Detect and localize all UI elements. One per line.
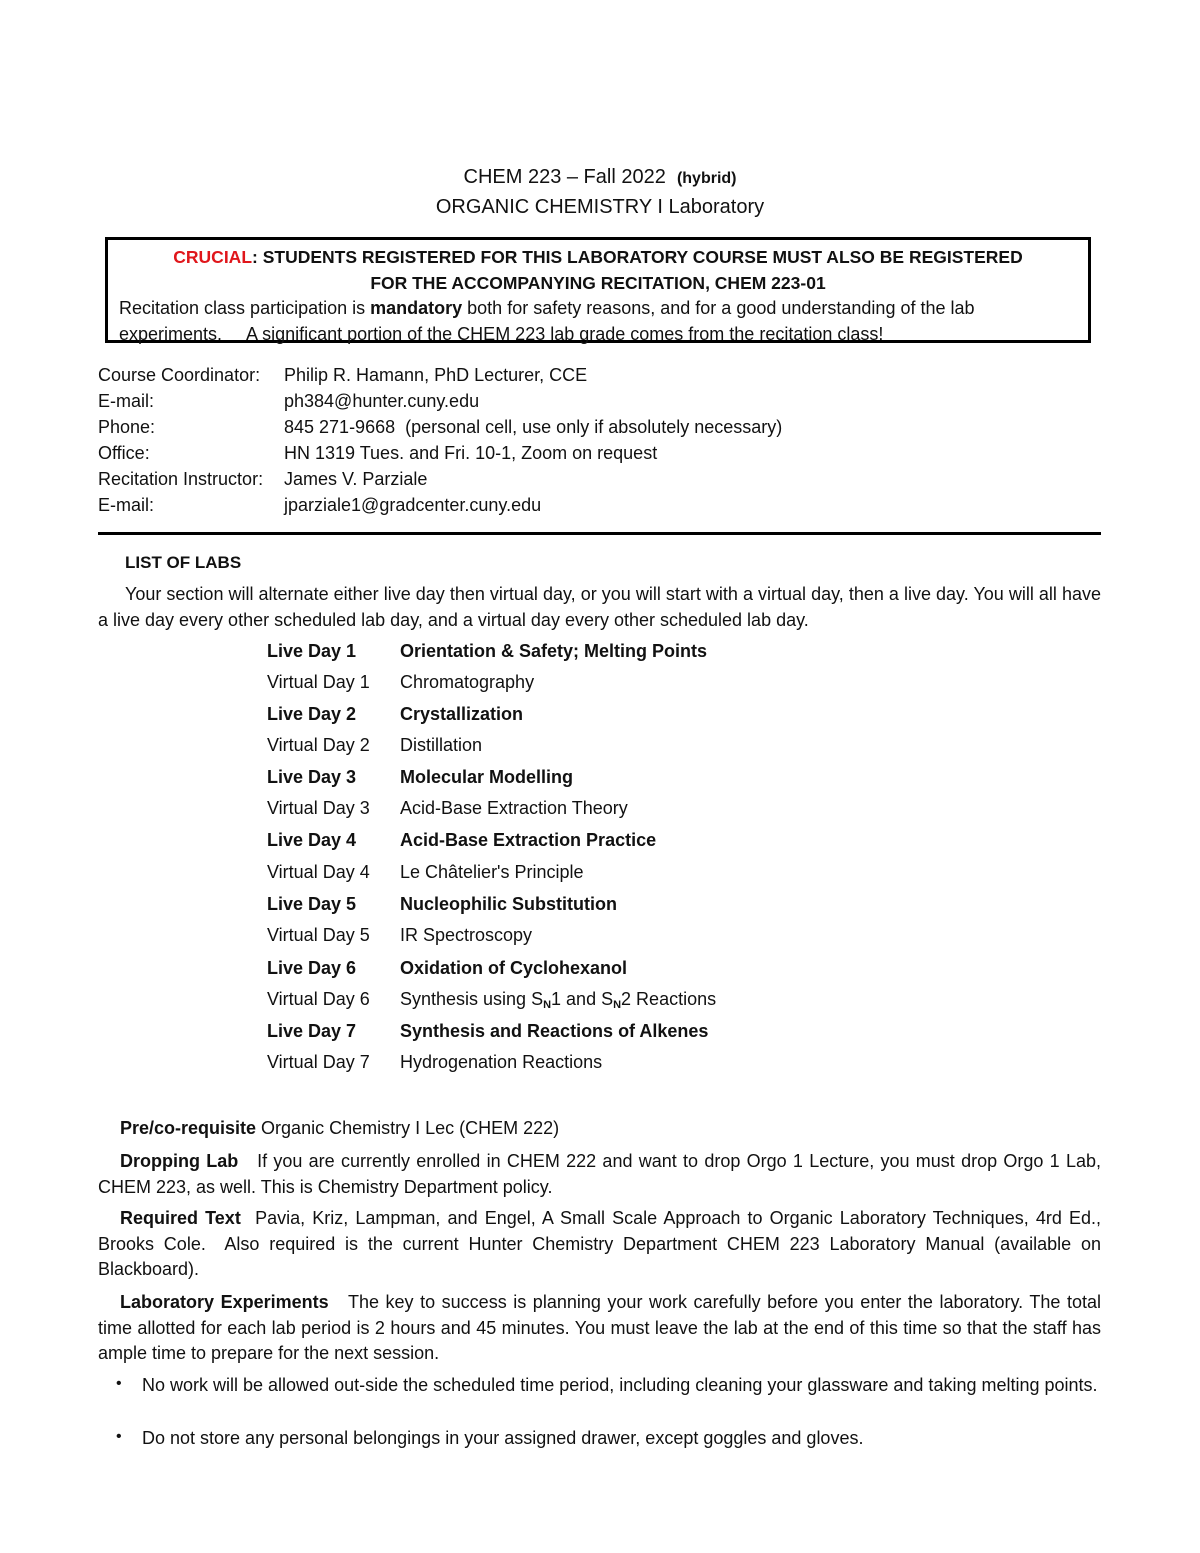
experiments-paragraph: Laboratory Experiments The key to success is planning your work carefully before you enter the laboratory. The total time allotted for each lab period is 2 hours and 45 minutes. You must leave the lab at the end of this time so that the staff has ample time to prepare for the next session. xyxy=(98,1292,1107,1363)
labs-heading: LIST OF LABS xyxy=(125,553,242,572)
crucial-label: CRUCIAL xyxy=(173,247,253,267)
bullet-item: No work will be allowed out-side the scheduled time period, including cleaning your glassware and taking melting points. xyxy=(142,1375,1098,1395)
notice-line-1: CRUCIAL: STUDENTS REGISTERED FOR THIS LABORATORY COURSE MUST ALSO BE REGISTERED xyxy=(173,247,1023,267)
course-name: ORGANIC CHEMISTRY I Laboratory xyxy=(435,196,765,218)
section-divider xyxy=(98,532,1101,535)
bullet-item: Do not store any personal belongings in your assigned drawer, except goggles and gloves. xyxy=(142,1428,864,1448)
bullet-icon: • xyxy=(116,1375,122,1392)
dropping-paragraph: Dropping Lab If you are currently enrolled in CHEM 222 and want to drop Orgo 1 Lecture, you must drop Orgo 1 Lab, CHEM 223, as well. This is Chemistry Department policy. xyxy=(98,1151,1107,1197)
coordinator-email[interactable]: ph384@hunter.cuny.edu xyxy=(284,391,480,411)
course-mode: (hybrid) xyxy=(676,170,737,187)
bullet-icon: • xyxy=(116,1428,122,1445)
instructor-email[interactable]: jparziale1@gradcenter.cuny.edu xyxy=(284,495,542,515)
prerequisite-paragraph: Pre/co-requisite Organic Chemistry I Lec (CHEM 222) xyxy=(120,1118,560,1138)
syllabus-page: CHEM 223 – Fall 2022 (hybrid) ORGANIC CHEMISTRY I Laboratory CRUCIAL: STUDENTS REGISTERED FOR THIS LABORATORY COURSE MUST ALSO BE REGISTERED FOR THE ACCOMPANYING RECITATION, CHEM 223-01 Recitation class participation is mandatory both for safety reasons, and for a good understanding of the lab experiments. A significant portion of the CHEM 223 lab grade comes from the recitation class! Course Coordinator: Philip R. Hamann, PhD Lecturer, CCE E-mail: ph384@hunter.cuny.edu Phone: 845 271-9668 (personal cell, use only if absolutely necessary) Office: HN 1319 Tues. and Fri. 10-1, Zoom on request Recitation Instructor: James V. Parziale E-mail: jparziale1@gradcenter.cuny.edu LIST OF LABS Your section will alternate either live day then virtual day, or you will start with a virtual day, then a live day. You will all have a live day every other scheduled lab day, and a virtual day every other scheduled lab day. Live Day 1 Orientation & Safety; Melting Points Virtual Day 1 Chromatography Live Day 2 Crystallization Virtual Day 2 Distillation Live Day 3 Molecular Modelling Virtual Day 3 Acid-Base Extraction Theory Live Day 4 Acid-Base Extraction Practice Virtual Day 4 Le Châtelier's Principle Live Day 5 Nucleophilic Substitution Virtual Day 5 IR Spectroscopy Live Day 6 Oxidation of Cyclohexanol Virtual Day 6 Synthesis using $S_N1$ and $S_N2$ Reactions Live Day 7 Synthesis and Reactions of Alkenes Virtual Day 7 Hydrogenation Reactions Pre/co-requisite Organic Chemistry I Lec (CHEM 222) Dropping Lab If you are currently enrolled in CHEM 222 and want to drop Orgo 1 Lecture, you must drop Orgo 1 Lab, CHEM 223, as well. This is Chemistry Department policy. Required Text Pavia, Kriz, Lampman, and Engel, A Small Scale Approach to Organic Laboratory Techniques, 4rd Ed., Brooks Cole. Also required is the current Hunter Chemistry Department CHEM 223 Laboratory Manual (available on Blackboard). Laboratory Experiments The key to success is planning your work carefully before you enter the laboratory. The total time allotted for each lab period is 2 hours and 45 minutes. You must leave the lab at the end of this time so that the staff has ample time to prepare for the next session. • No work will be allowed out-side the scheduled time period, including cleaning your glassware and taking melting points. • Do not store any personal belongings in your assigned drawer, except goggles and gloves. xyxy=(0,0,1200,1553)
required-text-paragraph: Required Text Pavia, Kriz, Lampman, and Engel, A Small Scale Approach to Organic Laboratory Techniques, 4rd Ed., Brooks Cole. Also required is the current Hunter Chemistry Department CHEM 223 Laboratory Manual (available on Blackboard). xyxy=(98,1208,1107,1279)
notice-line-2: FOR THE ACCOMPANYING RECITATION, CHEM 223-01 xyxy=(370,273,826,293)
notice-line-4: experiments. A significant portion of the CHEM 223 lab grade comes from the recitation class! xyxy=(119,324,884,344)
notice-line-3: Recitation class participation is mandatory both for safety reasons, and for a good understanding of the lab xyxy=(119,298,975,318)
crucial-notice-box xyxy=(105,237,1091,343)
course-title: CHEM 223 – Fall 2022 (hybrid) xyxy=(463,166,737,188)
labs-intro: Your section will alternate either live day then virtual day, or you will start with a virtual day, then a live day. You will all have a live day every other scheduled lab day, and a virtual day every other scheduled lab day. xyxy=(98,584,1101,630)
